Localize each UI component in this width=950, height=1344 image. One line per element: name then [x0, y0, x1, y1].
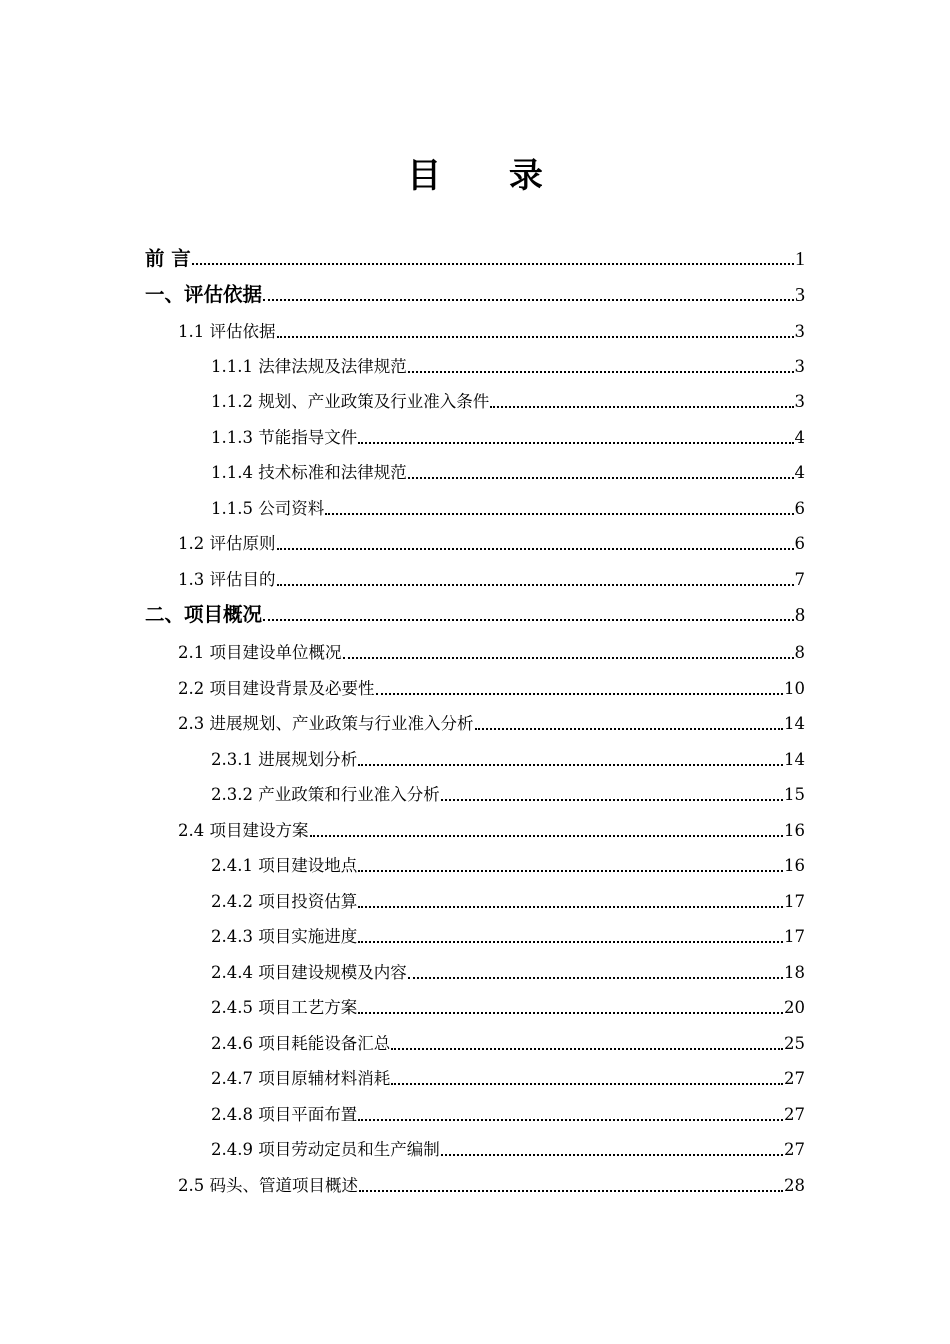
toc-entry-label: 2.4.7 项目原辅材料消耗: [211, 1069, 391, 1088]
toc-leader-dots: [310, 835, 784, 837]
toc-entry-page-number: 10: [784, 679, 805, 698]
toc-entry-label: 1.1.2 规划、产业政策及行业准入条件: [211, 392, 490, 411]
toc-entry[interactable]: [211, 745, 805, 775]
toc-entry-page-number: 7: [794, 570, 805, 589]
toc-entry[interactable]: [211, 958, 805, 988]
toc-entry[interactable]: [178, 529, 805, 559]
toc-entry-label: 2.4.1 项目建设地点: [211, 856, 358, 875]
toc-entry-page-number: 16: [784, 856, 805, 875]
toc-entry-label: 1.1.5 公司资料: [211, 499, 325, 518]
toc-entry[interactable]: [211, 851, 805, 881]
toc-entry-label: 2.3 进展规划、产业政策与行业准入分析: [178, 714, 474, 733]
toc-entry[interactable]: [211, 387, 805, 417]
toc-leader-dots: [441, 1154, 783, 1156]
toc-leader-dots: [277, 336, 794, 338]
toc-entry-page-number: 8: [795, 604, 805, 626]
toc-leader-dots: [263, 619, 794, 621]
toc-entry[interactable]: [211, 1100, 805, 1130]
toc-entry-label: 2.5 码头、管道项目概述: [178, 1176, 358, 1195]
toc-leader-dots: [408, 477, 794, 479]
toc-entry[interactable]: [211, 458, 805, 488]
toc-entry-label: 1.1.1 法律法规及法律规范: [211, 357, 407, 376]
toc-leader-dots: [358, 764, 783, 766]
toc-entry[interactable]: [145, 244, 805, 274]
toc-entry-label: 1.2 评估原则: [178, 534, 276, 553]
toc-entry[interactable]: [178, 709, 805, 739]
toc-entry-page-number: 15: [784, 785, 805, 804]
toc-leader-dots: [277, 584, 794, 586]
toc-entry-page-number: 14: [784, 714, 805, 733]
toc-leader-dots: [358, 906, 783, 908]
toc-leader-dots: [441, 799, 783, 801]
toc-entry[interactable]: [211, 494, 805, 524]
toc-entry-label: 2.4.6 项目耗能设备汇总: [211, 1034, 391, 1053]
toc-entry[interactable]: [211, 993, 805, 1023]
toc-entry[interactable]: [211, 1029, 805, 1059]
toc-entry-page-number: 3: [794, 392, 805, 411]
toc-entry[interactable]: [211, 423, 805, 453]
toc-entry[interactable]: [211, 887, 805, 917]
toc-leader-dots: [343, 657, 794, 659]
toc-entry[interactable]: [211, 352, 805, 382]
toc-entry-page-number: 6: [794, 534, 805, 553]
toc-entry[interactable]: [211, 1064, 805, 1094]
toc-entry-label: 2.3.2 产业政策和行业准入分析: [211, 785, 440, 804]
toc-leader-dots: [391, 1048, 783, 1050]
toc-leader-dots: [263, 299, 794, 301]
toc-entry-label: 一、评估依据: [145, 283, 263, 306]
toc-leader-dots: [358, 1119, 783, 1121]
toc-entry[interactable]: [178, 317, 805, 347]
toc-entry-page-number: 17: [784, 892, 805, 911]
toc-entry-page-number: 25: [784, 1034, 805, 1053]
toc-entry-page-number: 8: [794, 643, 805, 662]
toc-entry-label: 2.4.5 项目工艺方案: [211, 998, 358, 1017]
toc-entry-label: 1.1.4 技术标准和法律规范: [211, 463, 407, 482]
toc-leader-dots: [490, 406, 793, 408]
toc-leader-dots: [359, 1190, 783, 1192]
toc-leader-dots: [358, 1012, 783, 1014]
toc-entry[interactable]: [145, 600, 805, 630]
toc-leader-dots: [391, 1083, 783, 1085]
toc-leader-dots: [408, 977, 783, 979]
toc-leader-dots: [358, 442, 793, 444]
toc-leader-dots: [192, 263, 794, 265]
toc-entry[interactable]: [145, 280, 805, 310]
toc-entry-page-number: 3: [794, 322, 805, 341]
toc-entry-page-number: 20: [784, 998, 805, 1017]
toc-entry[interactable]: [178, 816, 805, 846]
toc-entry-label: 2.4.3 项目实施进度: [211, 927, 358, 946]
toc-leader-dots: [358, 941, 783, 943]
toc-entry[interactable]: [211, 780, 805, 810]
toc-entry-label: 2.4 项目建设方案: [178, 821, 309, 840]
toc-entry-page-number: 27: [784, 1069, 805, 1088]
toc-entry-page-number: 6: [794, 499, 805, 518]
toc-entry-page-number: 3: [794, 357, 805, 376]
toc-entry-label: 2.2 项目建设背景及必要性: [178, 679, 375, 698]
toc-entry-page-number: 17: [784, 927, 805, 946]
toc-entry-page-number: 4: [794, 428, 805, 447]
toc-entry-page-number: 14: [784, 750, 805, 769]
toc-entry-label: 2.3.1 进展规划分析: [211, 750, 358, 769]
toc-entry-label: 1.1 评估依据: [178, 322, 276, 341]
toc-leader-dots: [325, 513, 793, 515]
toc-entry[interactable]: [178, 638, 805, 668]
toc-entry[interactable]: [178, 674, 805, 704]
toc-entry-page-number: 16: [784, 821, 805, 840]
toc-entry-label: 2.4.4 项目建设规模及内容: [211, 963, 407, 982]
toc-entry-label: 1.1.3 节能指导文件: [211, 428, 358, 447]
toc-leader-dots: [475, 728, 784, 730]
toc-entry-page-number: 27: [784, 1140, 805, 1159]
toc-title: 目 录: [407, 156, 571, 196]
toc-entry-page-number: 18: [784, 963, 805, 982]
toc-entry[interactable]: [178, 565, 805, 595]
toc-entry[interactable]: [211, 1135, 805, 1165]
toc-leader-dots: [277, 548, 794, 550]
toc-entry-label: 2.4.8 项目平面布置: [211, 1105, 358, 1124]
toc-entry-label: 前 言: [145, 247, 191, 270]
toc-entry-label: 2.4.9 项目劳动定员和生产编制: [211, 1140, 440, 1159]
toc-entry-page-number: 27: [784, 1105, 805, 1124]
toc-entry[interactable]: [178, 1171, 805, 1201]
toc-leader-dots: [408, 371, 794, 373]
toc-entry[interactable]: [211, 922, 805, 952]
toc-entry-page-number: 3: [795, 284, 805, 306]
toc-entry-label: 1.3 评估目的: [178, 570, 276, 589]
toc-entry-page-number: 4: [794, 463, 805, 482]
toc-entry-page-number: 28: [784, 1176, 805, 1195]
toc-entry-label: 2.1 项目建设单位概况: [178, 643, 342, 662]
toc-entry-label: 二、项目概况: [145, 603, 263, 626]
toc-leader-dots: [376, 693, 784, 695]
toc-leader-dots: [358, 870, 783, 872]
toc-entry-label: 2.4.2 项目投资估算: [211, 892, 358, 911]
toc-entry-page-number: 1: [795, 248, 805, 270]
